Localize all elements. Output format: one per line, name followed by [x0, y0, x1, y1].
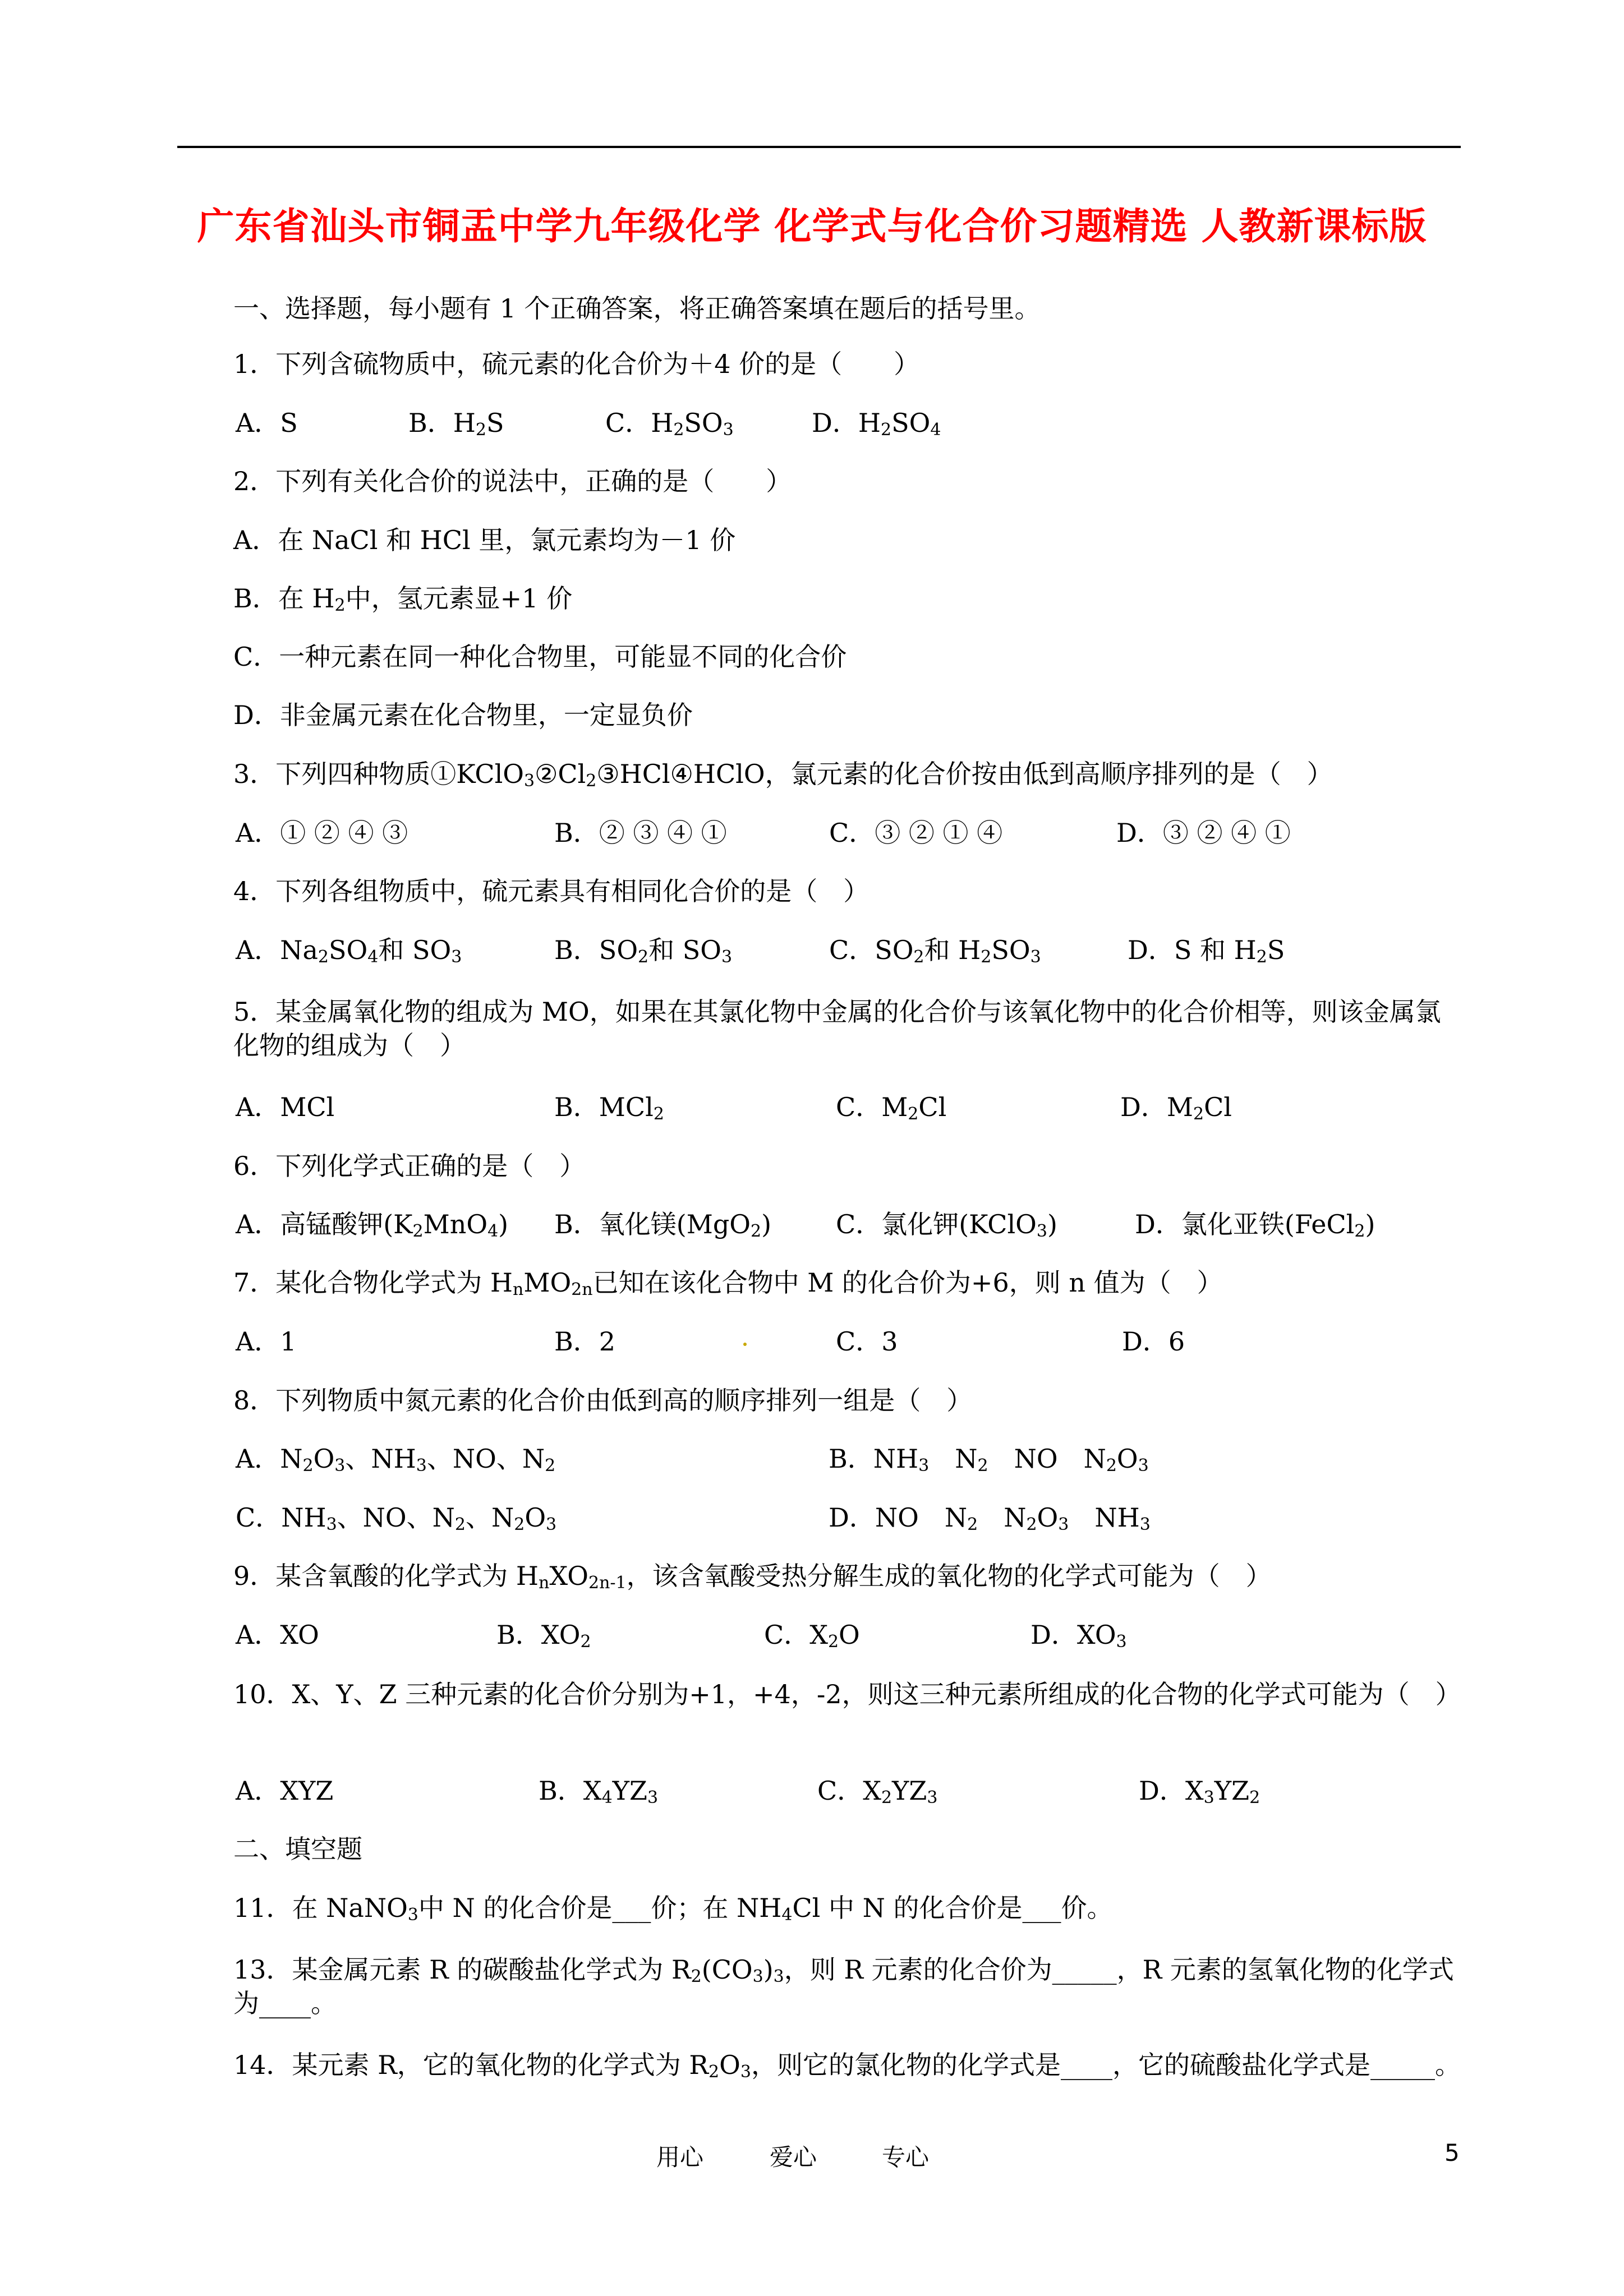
q8-option-a: A．$N_2O_3$、$NH_3$、NO、$N_2$: [236, 1444, 556, 1476]
header-rule: [177, 146, 1461, 148]
q6-option-a: A．高锰酸钾$(K_2MnO_4)$: [236, 1209, 509, 1241]
q3-option-a: A．① ② ④ ③: [236, 818, 408, 848]
question-14: 14．某元素 R，它的氧化物的化学式为 $R_2O_3$，则它的氯化物的化学式是____，它的硫酸盐化学式是_____。: [233, 2050, 1461, 2082]
q10-option-d: D．$X_3YZ_2$: [1139, 1776, 1260, 1808]
footer-text-1: 用心: [656, 2143, 704, 2171]
q10-option-c: C．$X_2YZ_3$: [817, 1776, 938, 1808]
q8-option-c: C．$NH_3$、NO、$N_2$、$N_2O_3$: [236, 1502, 557, 1534]
page-title: 广东省汕头市铜盂中学九年级化学 化学式与化合价习题精选 人教新课标版: [197, 205, 1427, 248]
q2-option-b: B．在 $H_2$中，氢元素显+1 价: [233, 583, 573, 615]
q7-option-d: D．6: [1122, 1326, 1185, 1357]
question-8: 8．下列物质中氮元素的化合价由低到高的顺序排列一组是（ ）: [233, 1385, 973, 1416]
q7-option-c: C．3: [836, 1326, 898, 1357]
q8-option-b: B．$NH_3$ $N_2$ NO $N_2O_3$: [829, 1444, 1149, 1476]
q10-option-a: A．XYZ: [236, 1776, 334, 1806]
page-number: 5: [1444, 2139, 1460, 2166]
question-7: 7．某化合物化学式为 $H_nMO_{2n}$已知在该化合物中 M 的化合价为+6，则 n 值为（ ）: [233, 1267, 1223, 1299]
question-4: 4．下列各组物质中，硫元素具有相同化合价的是（ ）: [233, 876, 869, 906]
question-6: 6．下列化学式正确的是（ ）: [233, 1151, 586, 1181]
q5-option-a: A．MCl: [236, 1092, 335, 1122]
q4-option-c: C．$SO_2$和 $H_2SO_3$: [829, 935, 1041, 967]
section-choice-heading: 一、选择题，每小题有 1 个正确答案，将正确答案填在题后的括号里。: [233, 293, 1041, 324]
question-1: 1．下列含硫物质中，硫元素的化合价为＋4 价的是（ ）: [233, 349, 920, 379]
q2-option-c: C．一种元素在同一种化合物里，可能显不同的化合价: [233, 642, 847, 672]
q1-option-b: B．$H_2S$: [408, 408, 504, 440]
q7-option-a: A．1: [236, 1326, 297, 1357]
q1-option-a: A．S: [236, 408, 298, 438]
q6-option-b: B．氧化镁(MgO$_2$): [554, 1209, 772, 1241]
q9-option-c: C．$X_2O$: [764, 1620, 860, 1652]
question-11: 11．在 NaNO$_3$中 N 的化合价是___价；在 $NH_4Cl$ 中 N 的化合价是___价。: [233, 1893, 1113, 1925]
q3-option-b: B．② ③ ④ ①: [554, 818, 727, 848]
q1-option-c: C．$H_2SO_3$: [605, 408, 734, 440]
q4-option-a: A．$Na_2SO_4$和 $SO_3$: [236, 935, 462, 967]
q6-option-c: C．氯化钾(KClO$_3$): [836, 1209, 1057, 1241]
q9-option-b: B．$XO_2$: [496, 1620, 591, 1652]
footer-text-3: 专心: [882, 2143, 930, 2171]
footer-text-2: 爱心: [770, 2143, 817, 2171]
q4-option-b: B．$SO_2$和 $SO_3$: [554, 935, 733, 967]
q9-option-a: A．XO: [236, 1620, 319, 1650]
question-5: 5．某金属氧化物的组成为 MO，如果在其氯化物中金属的化合价与该氧化物中的化合价相等，则该金属氯化物的组成为（ ）: [233, 997, 1441, 1061]
question-10: 10．X、Y、Z 三种元素的化合价分别为+1，+4，-2，则这三种元素所组成的化合物的化学式可能为（ ）: [233, 1679, 1461, 1709]
q8-option-d: D．NO $N_2$ $N_2O_3$ $NH_3$: [829, 1502, 1151, 1534]
q2-option-a: A．在 NaCl 和 HCl 里，氯元素均为－1 价: [233, 525, 736, 555]
stray-dot: [743, 1343, 747, 1346]
question-9: 9．某含氧酸的化学式为 $H_nXO_{2n-1}$，该含氧酸受热分解生成的氧化物的化学式可能为（ ）: [233, 1561, 1272, 1593]
question-3: 3．下列四种物质$①KClO_3②Cl_2③HCl④HClO$，氯元素的化合价按由低到高顺序排列的是（ ）: [233, 759, 1333, 791]
q3-option-c: C．③ ② ① ④: [829, 818, 1003, 848]
question-2: 2．下列有关化合价的说法中，正确的是（ ）: [233, 466, 792, 496]
q4-option-d: D．S 和 $H_2S$: [1128, 935, 1285, 967]
q5-option-c: C．$M_2Cl$: [836, 1092, 947, 1124]
q5-option-d: D．$M_2Cl$: [1120, 1092, 1232, 1124]
question-13: 13．某金属元素 R 的碳酸盐化学式为 $R_2(CO_3)_3$，则 R 元素的化合价为_____，R 元素的氢氧化物的化学式为____。: [233, 1954, 1454, 2018]
q3-option-d: D．③ ② ④ ①: [1116, 818, 1291, 848]
q2-option-d: D．非金属元素在化合物里，一定显负价: [233, 700, 693, 730]
q9-option-d: D．$XO_3$: [1030, 1620, 1127, 1652]
q5-option-b: B．MCl$_2$: [554, 1092, 664, 1124]
q6-option-d: D．氯化亚铁(FeCl$_2$): [1135, 1209, 1375, 1241]
q10-option-b: B．$X_4YZ_3$: [539, 1776, 659, 1808]
q7-option-b: B．2: [554, 1326, 616, 1357]
q1-option-d: D．$H_2SO_4$: [812, 408, 941, 440]
section-fill-heading: 二、填空题: [233, 1834, 362, 1864]
